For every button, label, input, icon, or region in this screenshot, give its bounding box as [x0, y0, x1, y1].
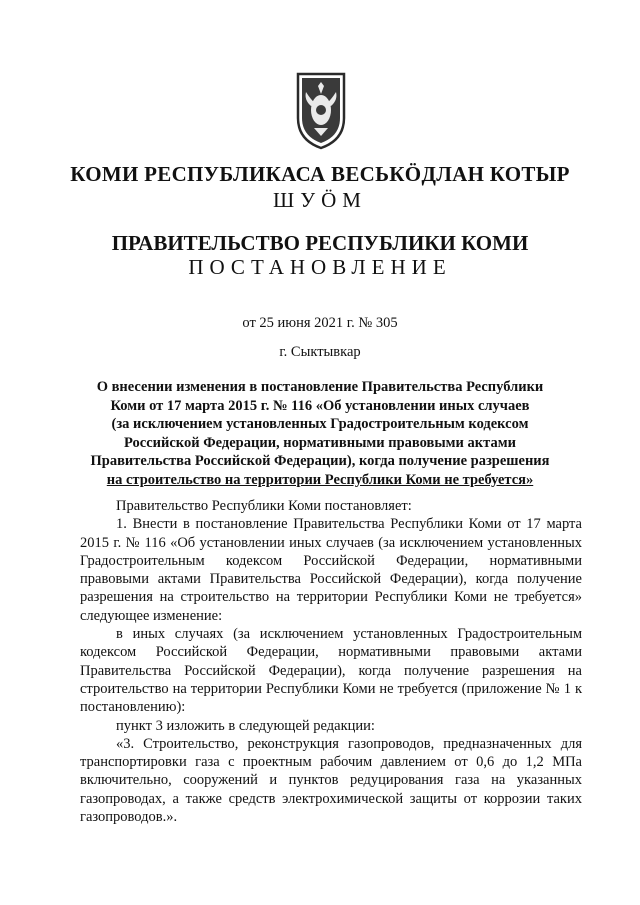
title-line: Коми от 17 марта 2015 г. № 116 «Об установлении иных случаев	[110, 397, 530, 414]
body-paragraph: «3. Строительство, реконструкция газопроводов, предназначенных для транспортировки газа с проектным рабочим давлением от 0,6 до 1,2 МПа включительно, сооружений и пунктов редуцирования газа на указанных газопроводах, а также средств электрохимической защиты от коррозии таких газопроводов.».	[80, 735, 582, 826]
title-line: Российской Федерации, нормативными правовыми актами	[124, 434, 516, 451]
document-city: г. Сыктывкар	[279, 344, 361, 360]
body-paragraph: в иных случаях (за исключением установленных Градостроительным кодексом Российской Федерации, нормативными правовыми актами Правительства Российской Федерации), когда получение разрешения на строительство на территории Республики Коми не требуется (приложение № 1 к постановлению):	[80, 626, 582, 716]
title-line: Правительства Российской Федерации), когда получение разрешения	[90, 453, 550, 469]
title-line: (за исключением установленных Градостроительным кодексом	[111, 416, 529, 432]
document-title	[80, 378, 560, 489]
org-name-russian: ПРАВИТЕЛЬСТВО РЕСПУБЛИКИ КОМИ	[111, 231, 529, 255]
doc-type-komi: ШУÖМ	[273, 188, 367, 212]
doc-type-russian: ПОСТАНОВЛЕНИЕ	[188, 255, 452, 279]
body-paragraph: пункт 3 изложить в следующей редакции:	[116, 717, 375, 734]
body-paragraph: 1. Внести в постановление Правительства Республики Коми от 17 марта 2015 г. № 116 «Об установлении иных случаев (за исключением установленных Градостроительным кодексом Российской Федерации, нормативными правовыми актами Правительства Российской Федерации), когда получение разрешения на строительство на территории Республики Коми не требуется» следующее изменение:	[80, 516, 582, 624]
org-name-komi: КОМИ РЕСПУБЛИКАСА ВЕСЬКÖДЛАН КОТЫР	[70, 162, 570, 186]
title-line: на строительство на территории Республики Коми не требуется»	[106, 471, 534, 488]
document-date-number: от 25 июня 2021 г. № 305	[242, 315, 398, 331]
document-body	[80, 497, 582, 826]
coat-of-arms-komi-icon	[294, 70, 348, 150]
body-paragraph: Правительство Республики Коми постановляет:	[116, 498, 412, 514]
title-line: О внесении изменения в постановление Правительства Республики	[96, 379, 544, 395]
